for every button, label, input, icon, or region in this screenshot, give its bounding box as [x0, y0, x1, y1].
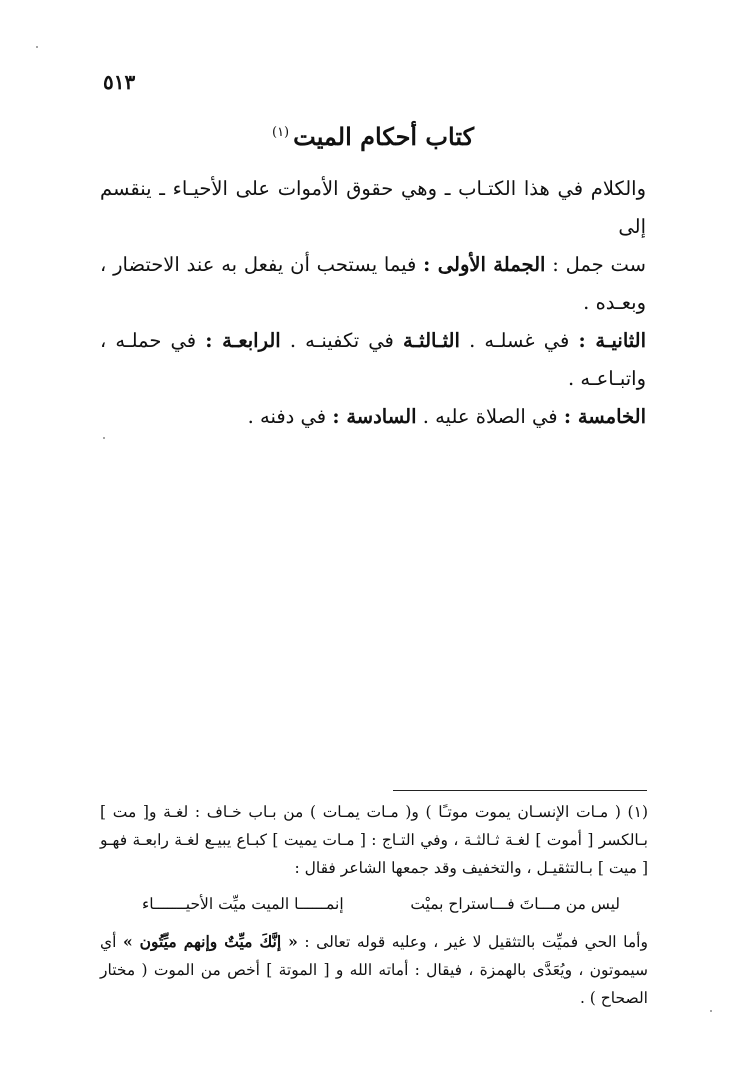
section-first-label: الجملة الأولى : [423, 253, 546, 276]
body-line-3 [100, 322, 646, 398]
chapter-intro [100, 170, 646, 436]
footnote-paragraph-2-b: أي سيموتون ، ويُعَدَّى بالهمزة ، فيقال : أماته الله و [ الموتة ] أخص من الموت ( مختار الصحاح ) . [100, 933, 648, 1007]
body-line-2 [100, 246, 646, 322]
body-line-4 [100, 398, 646, 436]
section-second-label: الثانيـة : [578, 329, 647, 352]
scan-speck [710, 1010, 712, 1012]
body-line-1-text: والكلام في هذا الكتـاب ـ وهي حقوق الأموات على الأحيـاء ـ ينقسم إلى [100, 177, 646, 238]
body-line-2-c: فيما يستحب أن يفعل به عند الاحتضار ، وبعـده . [100, 253, 646, 314]
scan-speck [103, 437, 105, 439]
quran-quote: « إنَّكَ ميِّتٌ وإنهم ميِّتُون » [122, 932, 298, 951]
body-line-2-a: ست جمل : [552, 253, 647, 276]
footnote-paragraph-2 [100, 928, 648, 1012]
page-number: ٥١٣ [103, 70, 136, 94]
footnotes [100, 798, 648, 1012]
poetry-verse [142, 890, 620, 918]
section-third-text: في تكفينـه . [289, 329, 394, 352]
section-fifth-text: في الصلاة عليه . [422, 405, 558, 428]
footnote-paragraph-1: (١) ( مـات الإنسـان يموت موتـًا ) و( مـات يمـات ) من بـاب خـاف : لغـة و[ مت ] بـالكسر [ أموت ] لغـة ثـالثـة ، وفي التـاج : [ مـات يميت ] كبـاع يبيـع لغـة رابعـة فهـو [ ميت ] بـالتثقيـل ، والتخفيف وقد جمعها الشاعر فقال : [100, 803, 648, 877]
chapter-title [200, 122, 546, 151]
footnote-paragraph-2-a: وأما الحي فميِّت بالتثقيل لا غير ، وعليه قوله تعالى : [304, 933, 648, 951]
verse-second-hemistich: إنمــــــا الميت ميِّت الأحيـــــــاء [142, 895, 344, 913]
section-sixth-text: في دفنه . [247, 405, 327, 428]
section-fifth-label: الخامسة : [563, 405, 646, 428]
section-second-text: في غسلـه . [469, 329, 570, 352]
body-line-1 [100, 170, 646, 246]
verse-first-hemistich: ليس من مـــاتَ فـــاستراح بميْت [410, 895, 620, 913]
title-footnote-ref: (١) [271, 125, 290, 140]
section-fourth-label: الرابعـة : [205, 329, 281, 352]
section-third-label: الثـالثـة [403, 329, 460, 352]
footnote-divider [393, 790, 647, 791]
section-sixth-label: السادسة : [332, 405, 417, 428]
section-fourth-text: في حملـه ، واتبـاعـه . [100, 329, 646, 390]
scan-speck [36, 46, 38, 48]
chapter-title-text: كتاب أحكام الميت [293, 122, 475, 151]
